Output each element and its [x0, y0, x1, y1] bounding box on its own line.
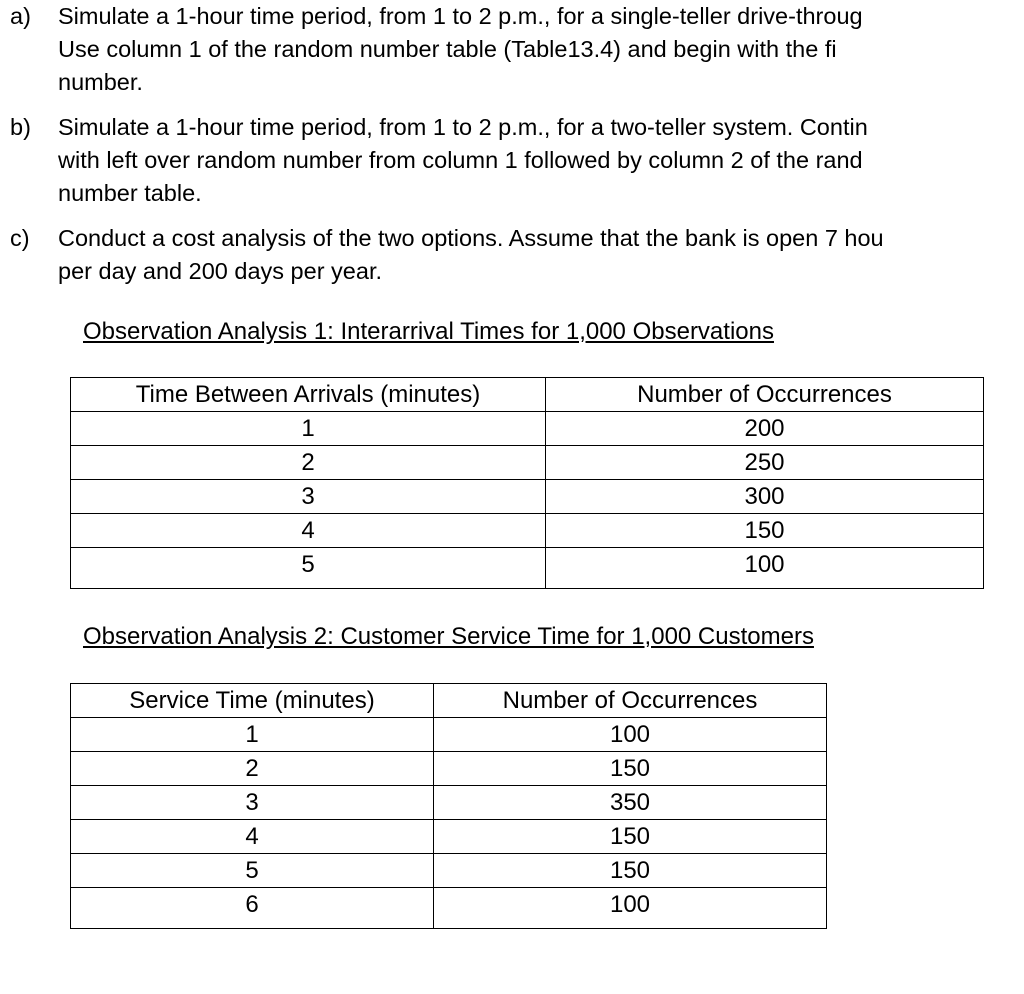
column-header: Time Between Arrivals (minutes)	[71, 378, 546, 412]
table-row	[71, 446, 984, 480]
question-line: Conduct a cost analysis of the two options. Assume that the bank is open 7 hou	[58, 225, 884, 251]
table-row	[71, 514, 984, 548]
question-label: a)	[10, 3, 31, 29]
cell: 6	[71, 888, 434, 929]
cell: 3	[71, 480, 546, 514]
question-a	[10, 0, 1024, 99]
cell: 5	[71, 854, 434, 888]
table-row	[71, 752, 827, 786]
cell: 150	[434, 820, 827, 854]
interarrival-table	[70, 377, 984, 589]
cell: 2	[71, 752, 434, 786]
cell: 5	[71, 548, 546, 589]
question-line: per day and 200 days per year.	[58, 258, 382, 284]
cell: 350	[434, 786, 827, 820]
column-header: Number of Occurrences	[434, 684, 827, 718]
cell: 100	[546, 548, 984, 589]
cell: 1	[71, 718, 434, 752]
cell: 200	[546, 412, 984, 446]
table1-title: Observation Analysis 1: Interarrival Times for 1,000 Observations	[83, 318, 774, 345]
cell: 1	[71, 412, 546, 446]
cell: 2	[71, 446, 546, 480]
question-line: Simulate a 1-hour time period, from 1 to 2 p.m., for a two-teller system. Contin	[58, 114, 868, 140]
question-line: with left over random number from column 1 followed by column 2 of the rand	[58, 147, 863, 173]
question-c	[10, 222, 1024, 288]
table-row	[71, 854, 827, 888]
service-time-table	[70, 683, 827, 929]
table-row	[71, 820, 827, 854]
question-b	[10, 111, 1024, 210]
column-header: Number of Occurrences	[546, 378, 984, 412]
cell: 300	[546, 480, 984, 514]
table-header-row	[71, 684, 827, 718]
table-row	[71, 718, 827, 752]
cell: 100	[434, 718, 827, 752]
table-header-row	[71, 378, 984, 412]
question-line: Use column 1 of the random number table (Table13.4) and begin with the fi	[58, 36, 837, 62]
question-label: c)	[10, 225, 30, 251]
cell: 150	[434, 854, 827, 888]
cell: 150	[434, 752, 827, 786]
question-label: b)	[10, 114, 31, 140]
column-header: Service Time (minutes)	[71, 684, 434, 718]
table-row	[71, 480, 984, 514]
question-line: number table.	[58, 180, 202, 206]
table2-title: Observation Analysis 2: Customer Service Time for 1,000 Customers	[83, 623, 814, 650]
table-row	[71, 888, 827, 929]
cell: 150	[546, 514, 984, 548]
cell: 4	[71, 514, 546, 548]
cell: 250	[546, 446, 984, 480]
table-row	[71, 786, 827, 820]
question-line: Simulate a 1-hour time period, from 1 to 2 p.m., for a single-teller drive-throug	[58, 3, 863, 29]
question-line: number.	[58, 69, 143, 95]
table-row	[71, 412, 984, 446]
cell: 100	[434, 888, 827, 929]
table-row	[71, 548, 984, 589]
cell: 3	[71, 786, 434, 820]
cell: 4	[71, 820, 434, 854]
